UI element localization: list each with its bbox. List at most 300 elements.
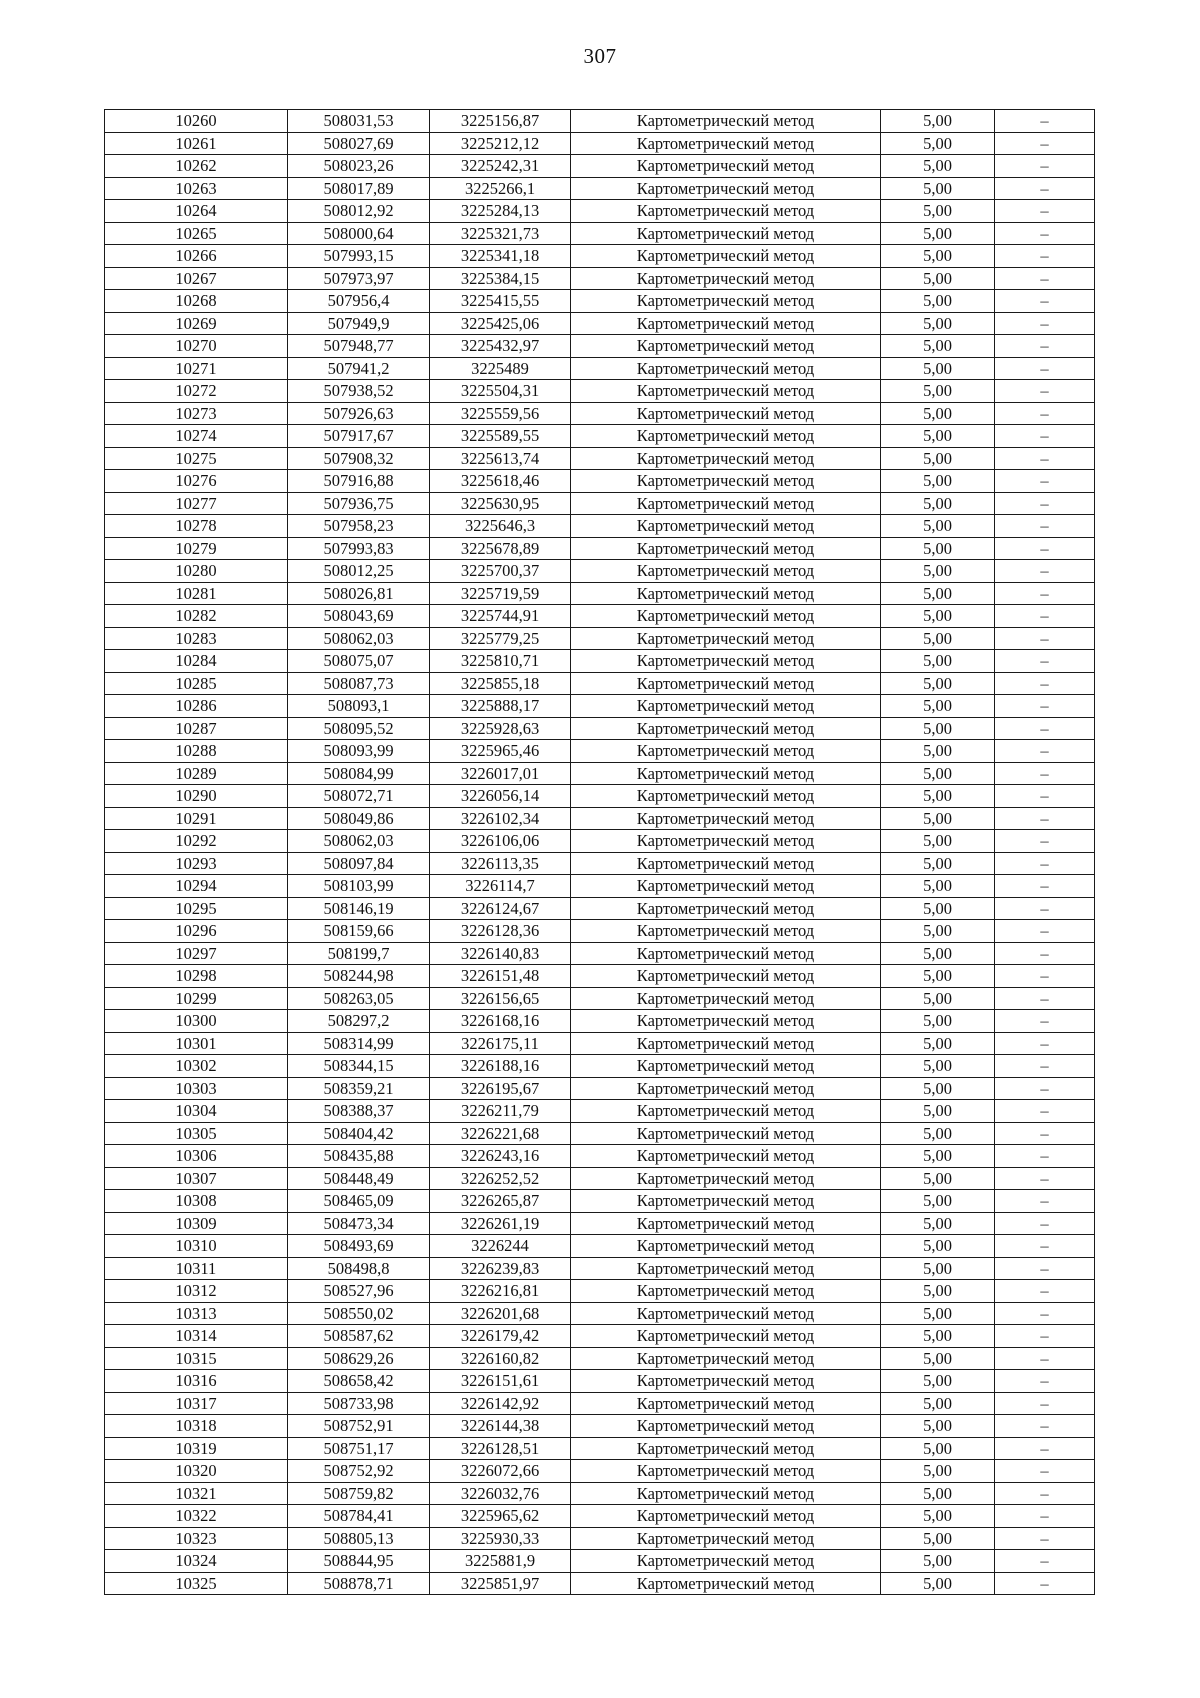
table-row	[105, 155, 1095, 178]
point-number-cell: 10316	[105, 1370, 288, 1393]
x-coordinate-cell: 507941,2	[288, 357, 430, 380]
method-cell: Картометрический метод	[571, 492, 881, 515]
x-coordinate-cell: 508587,62	[288, 1325, 430, 1348]
y-coordinate-cell: 3225589,55	[430, 425, 571, 448]
y-coordinate-cell: 3225613,74	[430, 447, 571, 470]
y-coordinate-cell: 3225881,9	[430, 1550, 571, 1573]
method-cell: Картометрический метод	[571, 1482, 881, 1505]
point-number-cell: 10298	[105, 965, 288, 988]
accuracy-cell: 5,00	[881, 942, 995, 965]
table-row	[105, 1167, 1095, 1190]
method-cell: Картометрический метод	[571, 177, 881, 200]
x-coordinate-cell: 507948,77	[288, 335, 430, 358]
x-coordinate-cell: 508159,66	[288, 920, 430, 943]
table-row	[105, 515, 1095, 538]
method-cell: Картометрический метод	[571, 1527, 881, 1550]
note-cell: –	[995, 582, 1095, 605]
note-cell: –	[995, 740, 1095, 763]
y-coordinate-cell: 3226072,66	[430, 1460, 571, 1483]
note-cell: –	[995, 1392, 1095, 1415]
method-cell: Картометрический метод	[571, 1010, 881, 1033]
x-coordinate-cell: 508026,81	[288, 582, 430, 605]
point-number-cell: 10324	[105, 1550, 288, 1573]
y-coordinate-cell: 3225489	[430, 357, 571, 380]
y-coordinate-cell: 3225266,1	[430, 177, 571, 200]
accuracy-cell: 5,00	[881, 537, 995, 560]
y-coordinate-cell: 3226188,16	[430, 1055, 571, 1078]
table-row	[105, 785, 1095, 808]
note-cell: –	[995, 1505, 1095, 1528]
note-cell: –	[995, 1167, 1095, 1190]
accuracy-cell: 5,00	[881, 1415, 995, 1438]
x-coordinate-cell: 508465,09	[288, 1190, 430, 1213]
table-row	[105, 987, 1095, 1010]
accuracy-cell: 5,00	[881, 830, 995, 853]
method-cell: Картометрический метод	[571, 245, 881, 268]
note-cell: –	[995, 357, 1095, 380]
method-cell: Картометрический метод	[571, 1302, 881, 1325]
method-cell: Картометрический метод	[571, 1235, 881, 1258]
point-number-cell: 10306	[105, 1145, 288, 1168]
method-cell: Картометрический метод	[571, 1550, 881, 1573]
method-cell: Картометрический метод	[571, 200, 881, 223]
method-cell: Картометрический метод	[571, 110, 881, 133]
point-number-cell: 10280	[105, 560, 288, 583]
note-cell: –	[995, 515, 1095, 538]
note-cell: –	[995, 1010, 1095, 1033]
y-coordinate-cell: 3226168,16	[430, 1010, 571, 1033]
x-coordinate-cell: 508314,99	[288, 1032, 430, 1055]
note-cell: –	[995, 1055, 1095, 1078]
y-coordinate-cell: 3226160,82	[430, 1347, 571, 1370]
accuracy-cell: 5,00	[881, 1370, 995, 1393]
accuracy-cell: 5,00	[881, 1010, 995, 1033]
method-cell: Картометрический метод	[571, 1145, 881, 1168]
point-number-cell: 10289	[105, 762, 288, 785]
y-coordinate-cell: 3226261,19	[430, 1212, 571, 1235]
point-number-cell: 10325	[105, 1572, 288, 1595]
x-coordinate-cell: 507956,4	[288, 290, 430, 313]
y-coordinate-cell: 3225930,33	[430, 1527, 571, 1550]
point-number-cell: 10273	[105, 402, 288, 425]
x-coordinate-cell: 508072,71	[288, 785, 430, 808]
x-coordinate-cell: 508752,91	[288, 1415, 430, 1438]
x-coordinate-cell: 508049,86	[288, 807, 430, 830]
accuracy-cell: 5,00	[881, 605, 995, 628]
table-row	[105, 1415, 1095, 1438]
y-coordinate-cell: 3225928,63	[430, 717, 571, 740]
point-number-cell: 10320	[105, 1460, 288, 1483]
note-cell: –	[995, 965, 1095, 988]
accuracy-cell: 5,00	[881, 627, 995, 650]
point-number-cell: 10310	[105, 1235, 288, 1258]
note-cell: –	[995, 1370, 1095, 1393]
x-coordinate-cell: 507926,63	[288, 402, 430, 425]
table-row	[105, 1145, 1095, 1168]
method-cell: Картометрический метод	[571, 267, 881, 290]
point-number-cell: 10304	[105, 1100, 288, 1123]
accuracy-cell: 5,00	[881, 1392, 995, 1415]
note-cell: –	[995, 312, 1095, 335]
point-number-cell: 10311	[105, 1257, 288, 1280]
method-cell: Картометрический метод	[571, 920, 881, 943]
note-cell: –	[995, 762, 1095, 785]
table-row	[105, 380, 1095, 403]
accuracy-cell: 5,00	[881, 897, 995, 920]
accuracy-cell: 5,00	[881, 762, 995, 785]
accuracy-cell: 5,00	[881, 110, 995, 133]
x-coordinate-cell: 508759,82	[288, 1482, 430, 1505]
x-coordinate-cell: 508062,03	[288, 627, 430, 650]
note-cell: –	[995, 245, 1095, 268]
method-cell: Картометрический метод	[571, 1347, 881, 1370]
coordinates-table	[104, 109, 1095, 1595]
table-row	[105, 1370, 1095, 1393]
table-row	[105, 1235, 1095, 1258]
point-number-cell: 10300	[105, 1010, 288, 1033]
accuracy-cell: 5,00	[881, 582, 995, 605]
method-cell: Картометрический метод	[571, 942, 881, 965]
y-coordinate-cell: 3226221,68	[430, 1122, 571, 1145]
method-cell: Картометрический метод	[571, 1190, 881, 1213]
accuracy-cell: 5,00	[881, 965, 995, 988]
point-number-cell: 10305	[105, 1122, 288, 1145]
point-number-cell: 10322	[105, 1505, 288, 1528]
point-number-cell: 10312	[105, 1280, 288, 1303]
table-row	[105, 222, 1095, 245]
accuracy-cell: 5,00	[881, 650, 995, 673]
table-row	[105, 650, 1095, 673]
method-cell: Картометрический метод	[571, 1100, 881, 1123]
method-cell: Картометрический метод	[571, 1257, 881, 1280]
accuracy-cell: 5,00	[881, 1550, 995, 1573]
note-cell: –	[995, 672, 1095, 695]
note-cell: –	[995, 447, 1095, 470]
note-cell: –	[995, 695, 1095, 718]
point-number-cell: 10274	[105, 425, 288, 448]
method-cell: Картометрический метод	[571, 1572, 881, 1595]
accuracy-cell: 5,00	[881, 695, 995, 718]
note-cell: –	[995, 650, 1095, 673]
point-number-cell: 10272	[105, 380, 288, 403]
y-coordinate-cell: 3225432,97	[430, 335, 571, 358]
x-coordinate-cell: 508244,98	[288, 965, 430, 988]
x-coordinate-cell: 508012,92	[288, 200, 430, 223]
point-number-cell: 10288	[105, 740, 288, 763]
method-cell: Картометрический метод	[571, 1415, 881, 1438]
accuracy-cell: 5,00	[881, 920, 995, 943]
table-row	[105, 830, 1095, 853]
point-number-cell: 10284	[105, 650, 288, 673]
table-row	[105, 672, 1095, 695]
accuracy-cell: 5,00	[881, 335, 995, 358]
accuracy-cell: 5,00	[881, 807, 995, 830]
table-row	[105, 807, 1095, 830]
accuracy-cell: 5,00	[881, 447, 995, 470]
method-cell: Картометрический метод	[571, 740, 881, 763]
point-number-cell: 10293	[105, 852, 288, 875]
x-coordinate-cell: 508878,71	[288, 1572, 430, 1595]
y-coordinate-cell: 3226106,06	[430, 830, 571, 853]
point-number-cell: 10313	[105, 1302, 288, 1325]
table-row	[105, 1437, 1095, 1460]
x-coordinate-cell: 508498,8	[288, 1257, 430, 1280]
accuracy-cell: 5,00	[881, 1482, 995, 1505]
y-coordinate-cell: 3226216,81	[430, 1280, 571, 1303]
accuracy-cell: 5,00	[881, 740, 995, 763]
accuracy-cell: 5,00	[881, 1527, 995, 1550]
y-coordinate-cell: 3225719,59	[430, 582, 571, 605]
table-row	[105, 1572, 1095, 1595]
y-coordinate-cell: 3226175,11	[430, 1032, 571, 1055]
method-cell: Картометрический метод	[571, 425, 881, 448]
table-row	[105, 290, 1095, 313]
note-cell: –	[995, 1527, 1095, 1550]
accuracy-cell: 5,00	[881, 1505, 995, 1528]
method-cell: Картометрический метод	[571, 672, 881, 695]
accuracy-cell: 5,00	[881, 267, 995, 290]
point-number-cell: 10307	[105, 1167, 288, 1190]
point-number-cell: 10276	[105, 470, 288, 493]
table-row	[105, 357, 1095, 380]
table-row	[105, 1550, 1095, 1573]
method-cell: Картометрический метод	[571, 627, 881, 650]
point-number-cell: 10267	[105, 267, 288, 290]
point-number-cell: 10268	[105, 290, 288, 313]
accuracy-cell: 5,00	[881, 1572, 995, 1595]
method-cell: Картометрический метод	[571, 582, 881, 605]
table-row	[105, 1190, 1095, 1213]
table-row	[105, 402, 1095, 425]
x-coordinate-cell: 507908,32	[288, 447, 430, 470]
y-coordinate-cell: 3225415,55	[430, 290, 571, 313]
note-cell: –	[995, 1032, 1095, 1055]
table-row	[105, 1100, 1095, 1123]
x-coordinate-cell: 508733,98	[288, 1392, 430, 1415]
accuracy-cell: 5,00	[881, 1055, 995, 1078]
y-coordinate-cell: 3226032,76	[430, 1482, 571, 1505]
y-coordinate-cell: 3226252,52	[430, 1167, 571, 1190]
method-cell: Картометрический метод	[571, 357, 881, 380]
y-coordinate-cell: 3225646,3	[430, 515, 571, 538]
x-coordinate-cell: 508658,42	[288, 1370, 430, 1393]
accuracy-cell: 5,00	[881, 717, 995, 740]
accuracy-cell: 5,00	[881, 200, 995, 223]
y-coordinate-cell: 3225965,46	[430, 740, 571, 763]
y-coordinate-cell: 3226056,14	[430, 785, 571, 808]
point-number-cell: 10301	[105, 1032, 288, 1055]
method-cell: Картометрический метод	[571, 290, 881, 313]
note-cell: –	[995, 852, 1095, 875]
x-coordinate-cell: 508344,15	[288, 1055, 430, 1078]
y-coordinate-cell: 3225284,13	[430, 200, 571, 223]
note-cell: –	[995, 1437, 1095, 1460]
method-cell: Картометрический метод	[571, 1122, 881, 1145]
x-coordinate-cell: 508095,52	[288, 717, 430, 740]
x-coordinate-cell: 508805,13	[288, 1527, 430, 1550]
accuracy-cell: 5,00	[881, 560, 995, 583]
note-cell: –	[995, 380, 1095, 403]
note-cell: –	[995, 897, 1095, 920]
method-cell: Картометрический метод	[571, 807, 881, 830]
x-coordinate-cell: 507993,15	[288, 245, 430, 268]
y-coordinate-cell: 3226211,79	[430, 1100, 571, 1123]
table-row	[105, 110, 1095, 133]
table-row	[105, 537, 1095, 560]
x-coordinate-cell: 508043,69	[288, 605, 430, 628]
y-coordinate-cell: 3226244	[430, 1235, 571, 1258]
note-cell: –	[995, 875, 1095, 898]
accuracy-cell: 5,00	[881, 1077, 995, 1100]
page-number: 307	[583, 44, 617, 68]
x-coordinate-cell: 507917,67	[288, 425, 430, 448]
note-cell: –	[995, 222, 1095, 245]
point-number-cell: 10275	[105, 447, 288, 470]
accuracy-cell: 5,00	[881, 290, 995, 313]
y-coordinate-cell: 3226113,35	[430, 852, 571, 875]
note-cell: –	[995, 627, 1095, 650]
y-coordinate-cell: 3225504,31	[430, 380, 571, 403]
method-cell: Картометрический метод	[571, 1392, 881, 1415]
x-coordinate-cell: 508093,99	[288, 740, 430, 763]
table-row	[105, 1257, 1095, 1280]
x-coordinate-cell: 508087,73	[288, 672, 430, 695]
x-coordinate-cell: 508527,96	[288, 1280, 430, 1303]
y-coordinate-cell: 3226017,01	[430, 762, 571, 785]
note-cell: –	[995, 1235, 1095, 1258]
method-cell: Картометрический метод	[571, 515, 881, 538]
note-cell: –	[995, 1190, 1095, 1213]
note-cell: –	[995, 470, 1095, 493]
x-coordinate-cell: 508093,1	[288, 695, 430, 718]
table-row	[105, 1460, 1095, 1483]
table-row	[105, 942, 1095, 965]
accuracy-cell: 5,00	[881, 672, 995, 695]
point-number-cell: 10279	[105, 537, 288, 560]
method-cell: Картометрический метод	[571, 1437, 881, 1460]
y-coordinate-cell: 3226140,83	[430, 942, 571, 965]
note-cell: –	[995, 425, 1095, 448]
note-cell: –	[995, 492, 1095, 515]
y-coordinate-cell: 3225678,89	[430, 537, 571, 560]
method-cell: Картометрический метод	[571, 897, 881, 920]
note-cell: –	[995, 335, 1095, 358]
accuracy-cell: 5,00	[881, 470, 995, 493]
x-coordinate-cell: 508388,37	[288, 1100, 430, 1123]
table-row	[105, 582, 1095, 605]
point-number-cell: 10309	[105, 1212, 288, 1235]
point-number-cell: 10291	[105, 807, 288, 830]
y-coordinate-cell: 3225851,97	[430, 1572, 571, 1595]
point-number-cell: 10265	[105, 222, 288, 245]
note-cell: –	[995, 1572, 1095, 1595]
point-number-cell: 10283	[105, 627, 288, 650]
accuracy-cell: 5,00	[881, 1212, 995, 1235]
note-cell: –	[995, 1302, 1095, 1325]
y-coordinate-cell: 3226265,87	[430, 1190, 571, 1213]
table-row	[105, 1505, 1095, 1528]
method-cell: Картометрический метод	[571, 987, 881, 1010]
point-number-cell: 10296	[105, 920, 288, 943]
note-cell: –	[995, 132, 1095, 155]
table-row	[105, 312, 1095, 335]
accuracy-cell: 5,00	[881, 875, 995, 898]
method-cell: Картометрический метод	[571, 1032, 881, 1055]
method-cell: Картометрический метод	[571, 1505, 881, 1528]
table-row	[105, 1077, 1095, 1100]
note-cell: –	[995, 537, 1095, 560]
method-cell: Картометрический метод	[571, 1280, 881, 1303]
point-number-cell: 10266	[105, 245, 288, 268]
accuracy-cell: 5,00	[881, 402, 995, 425]
x-coordinate-cell: 508448,49	[288, 1167, 430, 1190]
accuracy-cell: 5,00	[881, 492, 995, 515]
point-number-cell: 10319	[105, 1437, 288, 1460]
table-row	[105, 425, 1095, 448]
method-cell: Картометрический метод	[571, 1325, 881, 1348]
x-coordinate-cell: 508075,07	[288, 650, 430, 673]
table-row	[105, 875, 1095, 898]
method-cell: Картометрический метод	[571, 1055, 881, 1078]
x-coordinate-cell: 508084,99	[288, 762, 430, 785]
note-cell: –	[995, 920, 1095, 943]
y-coordinate-cell: 3226124,67	[430, 897, 571, 920]
method-cell: Картометрический метод	[571, 222, 881, 245]
method-cell: Картометрический метод	[571, 852, 881, 875]
method-cell: Картометрический метод	[571, 1077, 881, 1100]
y-coordinate-cell: 3225779,25	[430, 627, 571, 650]
point-number-cell: 10285	[105, 672, 288, 695]
note-cell: –	[995, 1122, 1095, 1145]
x-coordinate-cell: 508199,7	[288, 942, 430, 965]
accuracy-cell: 5,00	[881, 1235, 995, 1258]
note-cell: –	[995, 290, 1095, 313]
table-row	[105, 200, 1095, 223]
note-cell: –	[995, 785, 1095, 808]
table-row	[105, 762, 1095, 785]
y-coordinate-cell: 3226201,68	[430, 1302, 571, 1325]
point-number-cell: 10260	[105, 110, 288, 133]
point-number-cell: 10264	[105, 200, 288, 223]
point-number-cell: 10278	[105, 515, 288, 538]
y-coordinate-cell: 3226151,48	[430, 965, 571, 988]
note-cell: –	[995, 267, 1095, 290]
point-number-cell: 10323	[105, 1527, 288, 1550]
method-cell: Картометрический метод	[571, 785, 881, 808]
method-cell: Картометрический метод	[571, 560, 881, 583]
method-cell: Картометрический метод	[571, 155, 881, 178]
x-coordinate-cell: 507936,75	[288, 492, 430, 515]
point-number-cell: 10290	[105, 785, 288, 808]
y-coordinate-cell: 3226102,34	[430, 807, 571, 830]
y-coordinate-cell: 3225810,71	[430, 650, 571, 673]
method-cell: Картометрический метод	[571, 312, 881, 335]
accuracy-cell: 5,00	[881, 177, 995, 200]
note-cell: –	[995, 987, 1095, 1010]
table-row	[105, 447, 1095, 470]
note-cell: –	[995, 1460, 1095, 1483]
point-number-cell: 10277	[105, 492, 288, 515]
table-row	[105, 1032, 1095, 1055]
x-coordinate-cell: 508097,84	[288, 852, 430, 875]
method-cell: Картометрический метод	[571, 1167, 881, 1190]
note-cell: –	[995, 1100, 1095, 1123]
accuracy-cell: 5,00	[881, 1325, 995, 1348]
y-coordinate-cell: 3225212,12	[430, 132, 571, 155]
y-coordinate-cell: 3225156,87	[430, 110, 571, 133]
x-coordinate-cell: 508017,89	[288, 177, 430, 200]
y-coordinate-cell: 3225242,31	[430, 155, 571, 178]
